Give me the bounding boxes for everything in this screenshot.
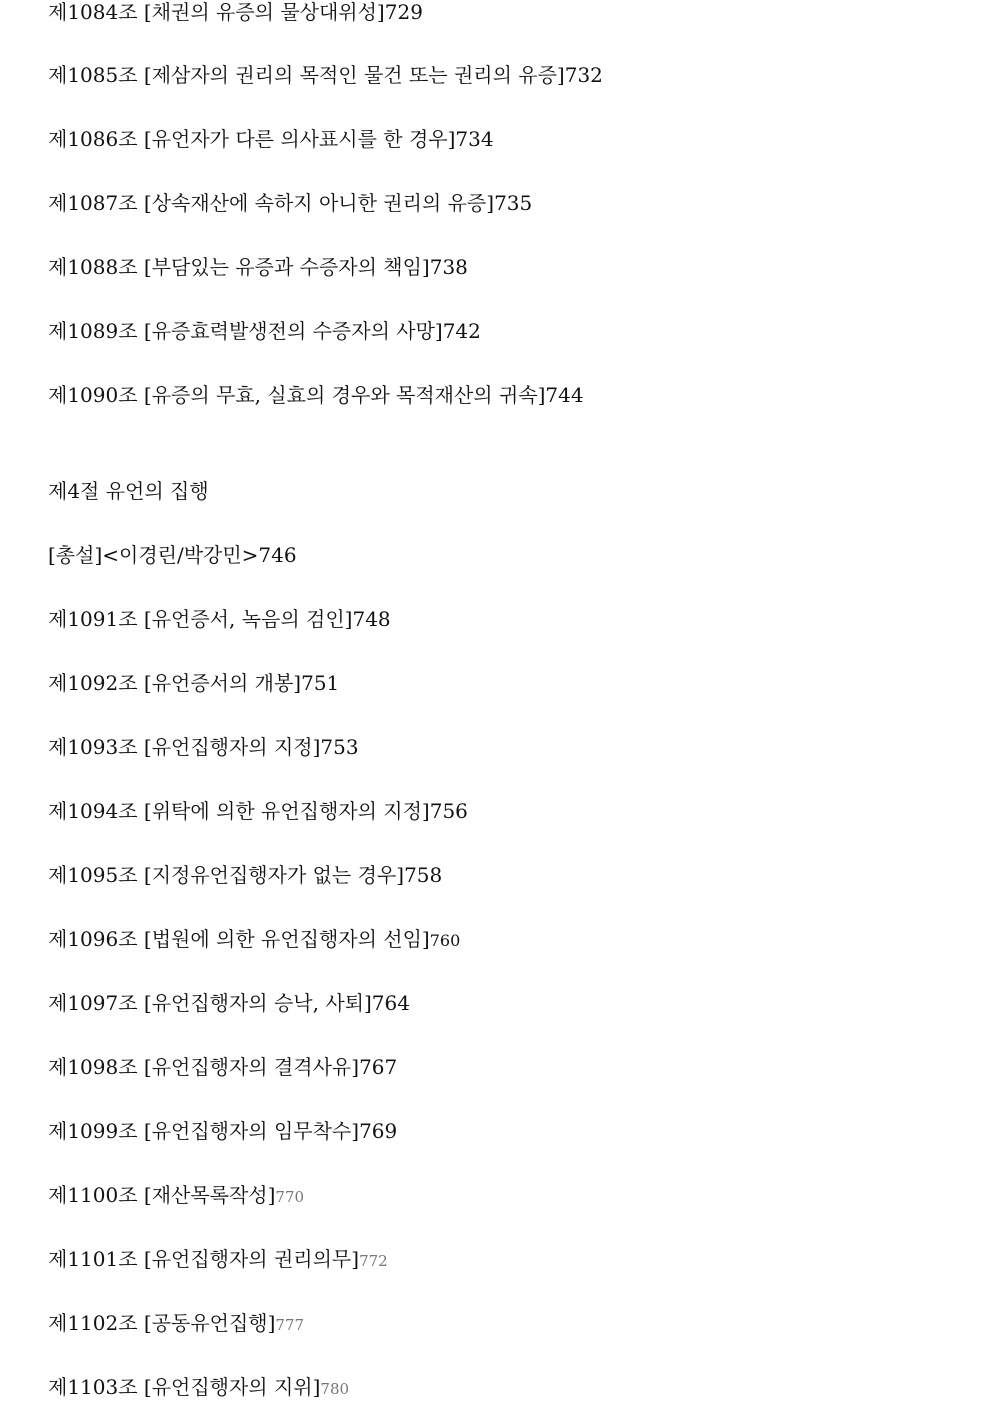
toc-entry-page: 742: [442, 319, 481, 343]
toc-entry-text: 제1101조 [유언집행자의 권리의무]: [48, 1247, 360, 1271]
toc-entry-text: 제1095조 [지정유언집행자가 없는 경우]: [48, 863, 405, 887]
toc-entry-1096: [48, 927, 460, 953]
toc-entry-1084: [48, 0, 423, 24]
toc-entry-page: 751: [301, 671, 340, 695]
toc-entry-1093: [48, 735, 359, 759]
toc-entry-overview: [48, 543, 297, 567]
toc-entry-1101: [48, 1247, 388, 1273]
toc-entry-text: 제1094조 [위탁에 의한 유언집행자의 지정]: [48, 799, 430, 823]
toc-entry-page: 732: [564, 63, 603, 87]
toc-entry-page: 758: [404, 863, 443, 887]
toc-entry-text: 제1087조 [상속재산에 속하지 아니한 권리의 유증]: [48, 191, 495, 215]
toc-entry-1090: [48, 383, 584, 407]
toc-entry-page: 760: [429, 931, 461, 950]
toc-entry-1091: [48, 607, 391, 631]
toc-entry-text: 제1097조 [유언집행자의 승낙, 사퇴]: [48, 991, 372, 1015]
toc-entry-1102: [48, 1311, 304, 1337]
toc-entry-text: 제1098조 [유언집행자의 결격사유]: [48, 1055, 360, 1079]
section-heading: [48, 479, 209, 503]
toc-entry-page: 734: [455, 127, 494, 151]
toc-entry-1098: [48, 1055, 397, 1079]
toc-entry-1094: [48, 799, 468, 823]
toc-entry-page: 746: [258, 543, 297, 567]
toc-entry-1086: [48, 127, 494, 151]
toc-entry-1088: [48, 255, 468, 279]
toc-entry-text: 제1103조 [유언집행자의 지위]: [48, 1375, 321, 1399]
toc-entry-text: 제1090조 [유증의 무효, 실효의 경우와 목적재산의 귀속]: [48, 383, 546, 407]
toc-entry-page: 729: [384, 0, 423, 24]
toc-entry-1097: [48, 991, 410, 1015]
toc-entry-text: 제1089조 [유증효력발생전의 수증자의 사망]: [48, 319, 443, 343]
toc-entry-text: 제1088조 [부담있는 유증과 수증자의 책임]: [48, 255, 430, 279]
toc-entry-text: 제1096조 [법원에 의한 유언집행자의 선임]: [48, 927, 430, 951]
toc-entry-text: 제1084조 [채권의 유증의 물상대위성]: [48, 0, 385, 24]
toc-entry-page: 767: [359, 1055, 398, 1079]
toc-entry-text: 제1092조 [유언증서의 개봉]: [48, 671, 302, 695]
toc-entry-1089: [48, 319, 481, 343]
toc-entry-text: 제1100조 [재산목록작성]: [48, 1183, 276, 1207]
toc-entry-page: 772: [359, 1252, 388, 1270]
toc-entry-text: 제1093조 [유언집행자의 지정]: [48, 735, 321, 759]
toc-entry-page: 764: [371, 991, 410, 1015]
toc-entry-text: 제1091조 [유언증서, 녹음의 검인]: [48, 607, 353, 631]
toc-entry-text: 제1099조 [유언집행자의 임무착수]: [48, 1119, 360, 1143]
section-heading-text: 제4절 유언의 집행: [48, 479, 209, 503]
toc-entry-1092: [48, 671, 339, 695]
toc-entry-page: 777: [275, 1316, 305, 1334]
toc-entry-1087: [48, 191, 532, 215]
toc-entry-text: 제1102조 [공동유언집행]: [48, 1311, 276, 1335]
toc-entry-page: 780: [320, 1380, 350, 1398]
toc-entry-page: 744: [545, 383, 584, 407]
toc-entry-page: 769: [359, 1119, 398, 1143]
toc-entry-1095: [48, 863, 442, 887]
toc-entry-page: 756: [429, 799, 468, 823]
toc-entry-1085: [48, 63, 603, 87]
toc-entry-1099: [48, 1119, 397, 1143]
toc-entry-page: 753: [320, 735, 359, 759]
toc-entry-1103: [48, 1375, 349, 1401]
toc-entry-text: 제1086조 [유언자가 다른 의사표시를 한 경우]: [48, 127, 456, 151]
toc-entry-1100: [48, 1183, 304, 1209]
toc-entry-text: [총설]<이경린/박강민>: [48, 543, 259, 567]
toc-entry-page: 770: [275, 1188, 305, 1206]
toc-entry-page: 738: [429, 255, 468, 279]
toc-entry-text: 제1085조 [제삼자의 권리의 목적인 물건 또는 권리의 유증]: [48, 63, 565, 87]
toc-entry-page: 735: [494, 191, 533, 215]
toc-entry-page: 748: [352, 607, 391, 631]
